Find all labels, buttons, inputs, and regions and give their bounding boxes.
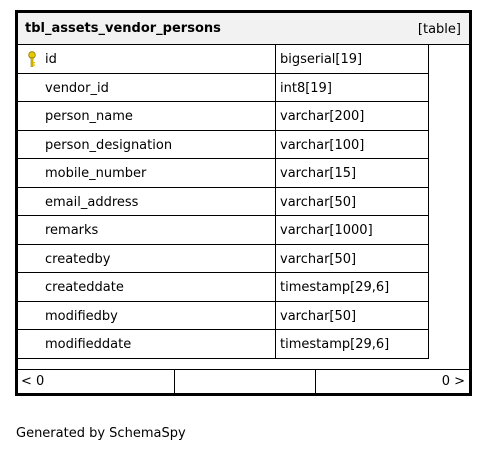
- column-list: [18, 45, 429, 359]
- column-type: bigserial[19]: [280, 52, 363, 67]
- column-name[interactable]: email_address: [45, 194, 139, 210]
- column-name-cell: [18, 188, 276, 216]
- column-row: [18, 216, 428, 245]
- column-row: [18, 74, 428, 103]
- table-footer: [18, 369, 469, 393]
- table-type-label: [table]: [417, 22, 461, 37]
- column-row: [18, 302, 428, 331]
- column-type: varchar[50]: [280, 194, 357, 210]
- children-cell: [316, 370, 469, 393]
- column-row: [18, 188, 428, 217]
- column-name-cell: [18, 102, 276, 130]
- parents-count: < 0: [21, 374, 45, 389]
- column-name[interactable]: modifiedby: [45, 308, 118, 324]
- column-type: timestamp[29,6]: [280, 337, 390, 352]
- column-name[interactable]: createddate: [45, 280, 124, 295]
- column-type: timestamp[29,6]: [280, 280, 390, 295]
- column-name[interactable]: id: [45, 52, 57, 67]
- column-type: varchar[100]: [280, 137, 365, 153]
- column-type: varchar[50]: [280, 251, 357, 267]
- column-type: varchar[15]: [280, 166, 357, 181]
- column-name-cell: [18, 330, 276, 358]
- column-name[interactable]: person_name: [45, 109, 133, 124]
- column-type: varchar[1000]: [280, 223, 373, 238]
- column-row: [18, 131, 428, 160]
- column-row: [18, 159, 428, 188]
- column-name-cell: [18, 131, 276, 159]
- column-type: varchar[50]: [280, 308, 357, 324]
- column-name-cell: [18, 45, 276, 73]
- table-entity: [15, 10, 472, 396]
- column-name-cell: [18, 245, 276, 273]
- column-name[interactable]: vendor_id: [45, 80, 109, 96]
- footer-spacer: [175, 370, 316, 393]
- column-name-cell: [18, 74, 276, 102]
- column-name-cell: [18, 216, 276, 244]
- children-count: 0 >: [441, 374, 465, 389]
- column-name[interactable]: remarks: [45, 223, 99, 238]
- column-name[interactable]: person_designation: [45, 137, 173, 153]
- primary-key-icon: [27, 51, 37, 68]
- column-name-cell: [18, 159, 276, 187]
- column-name[interactable]: mobile_number: [45, 166, 147, 181]
- column-type: int8[19]: [280, 80, 332, 96]
- column-name[interactable]: modifieddate: [45, 337, 132, 352]
- column-row: [18, 245, 428, 274]
- column-type: varchar[200]: [280, 109, 365, 124]
- column-name-cell: [18, 302, 276, 330]
- column-row: [18, 102, 428, 131]
- column-name-cell: [18, 273, 276, 301]
- generated-by-text: Generated by SchemaSpy: [16, 426, 186, 441]
- column-row: [18, 45, 428, 74]
- table-name[interactable]: tbl_assets_vendor_persons: [25, 21, 221, 36]
- table-header: [18, 13, 469, 45]
- column-name[interactable]: createdby: [45, 251, 111, 267]
- column-row: [18, 273, 428, 302]
- parents-cell: [18, 370, 175, 393]
- column-row: [18, 330, 428, 359]
